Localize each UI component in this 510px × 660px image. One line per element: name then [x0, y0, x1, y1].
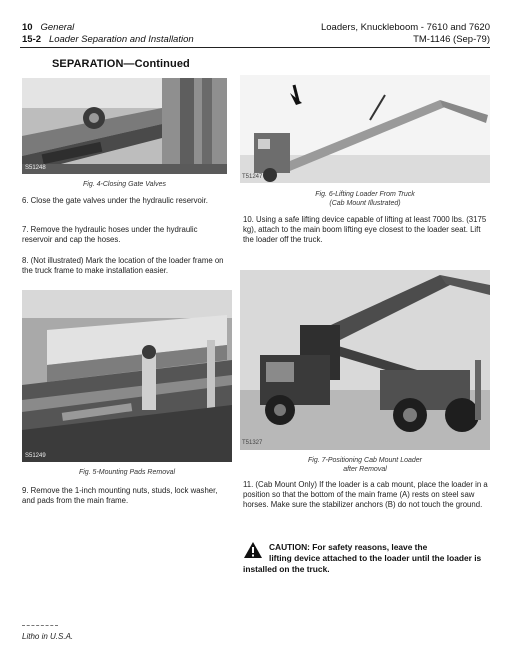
- figure-6-photo: [240, 75, 490, 183]
- figure-6-caption-line2: (Cab Mount Illustrated): [329, 200, 401, 207]
- step-7: 7. Remove the hydraulic hoses under the hydraulic reservoir and cap the hoses.: [22, 225, 198, 244]
- section-name: General: [40, 22, 75, 33]
- figure-7-photo: [240, 270, 490, 450]
- step-6: 6. Close the gate valves under the hydraulic reservoir.: [22, 196, 208, 205]
- section-title: SEPARATION—Continued: [52, 58, 190, 70]
- header-left-line2: [22, 34, 194, 45]
- figure-5-caption: Fig. 5-Mounting Pads Removal: [78, 469, 176, 476]
- step-10: 10. Using a safe lifting device capable of lifting at least 7000 lbs. (3175 kg), attach to the main boom lifting eye closest to the loader seat. Lift the loader off the truck.: [243, 215, 487, 244]
- step-9: 9. Remove the 1-inch mounting nuts, studs, lock washer, and pads from the main frame.: [22, 486, 218, 505]
- figure-6-caption-line1: Fig. 6-Lifting Loader From Truck: [315, 191, 415, 198]
- header-rule: [20, 47, 490, 48]
- header-manual-code: TM-1146 (Sep-79): [413, 34, 490, 45]
- figure-6-id: T51247: [242, 174, 263, 180]
- group-name: Loader Separation and Installation: [48, 34, 194, 45]
- figure-4-caption: Fig. 4-Closing Gate Valves: [83, 181, 166, 188]
- step-11: 11. (Cab Mount Only) If the loader is a cab mount, place the loader in a position so that the bottom of the main frame (A) rests on steel saw horses. Make sure the stabilizer anchors (B) do not touch the ground.: [243, 480, 488, 509]
- footer-litho: Litho in U.S.A.: [22, 632, 74, 641]
- figure-4-photo: [22, 78, 227, 174]
- group-number: 15-2: [22, 34, 42, 45]
- figure-7-caption-line1: Fig. 7-Positioning Cab Mount Loader: [307, 457, 422, 464]
- caution-body: lifting device attached to the loader until the loader is installed on the truck.: [243, 553, 482, 574]
- positioning-loader-illustration: [240, 270, 490, 450]
- header-left-line1: [22, 22, 74, 33]
- caution-lead: CAUTION: For safety reasons, leave the: [269, 542, 428, 552]
- mounting-pads-illustration: [22, 290, 232, 462]
- footer-mark: [22, 625, 58, 626]
- figure-5-id: S51249: [25, 453, 46, 459]
- gate-valves-illustration: [22, 78, 227, 174]
- figure-7-id: T51327: [242, 440, 263, 446]
- header-manual-title: Loaders, Knuckleboom - 7610 and 7620: [320, 22, 490, 33]
- figure-5-photo: [22, 290, 232, 462]
- step-8: 8. (Not illustrated) Mark the location of the loader frame on the truck frame to make installation easier.: [22, 256, 224, 275]
- figure-4-id: S51248: [25, 165, 46, 171]
- figure-7-caption-line2: after Removal: [343, 466, 387, 473]
- page-number: 10: [22, 22, 33, 33]
- lifting-loader-illustration: [240, 75, 490, 183]
